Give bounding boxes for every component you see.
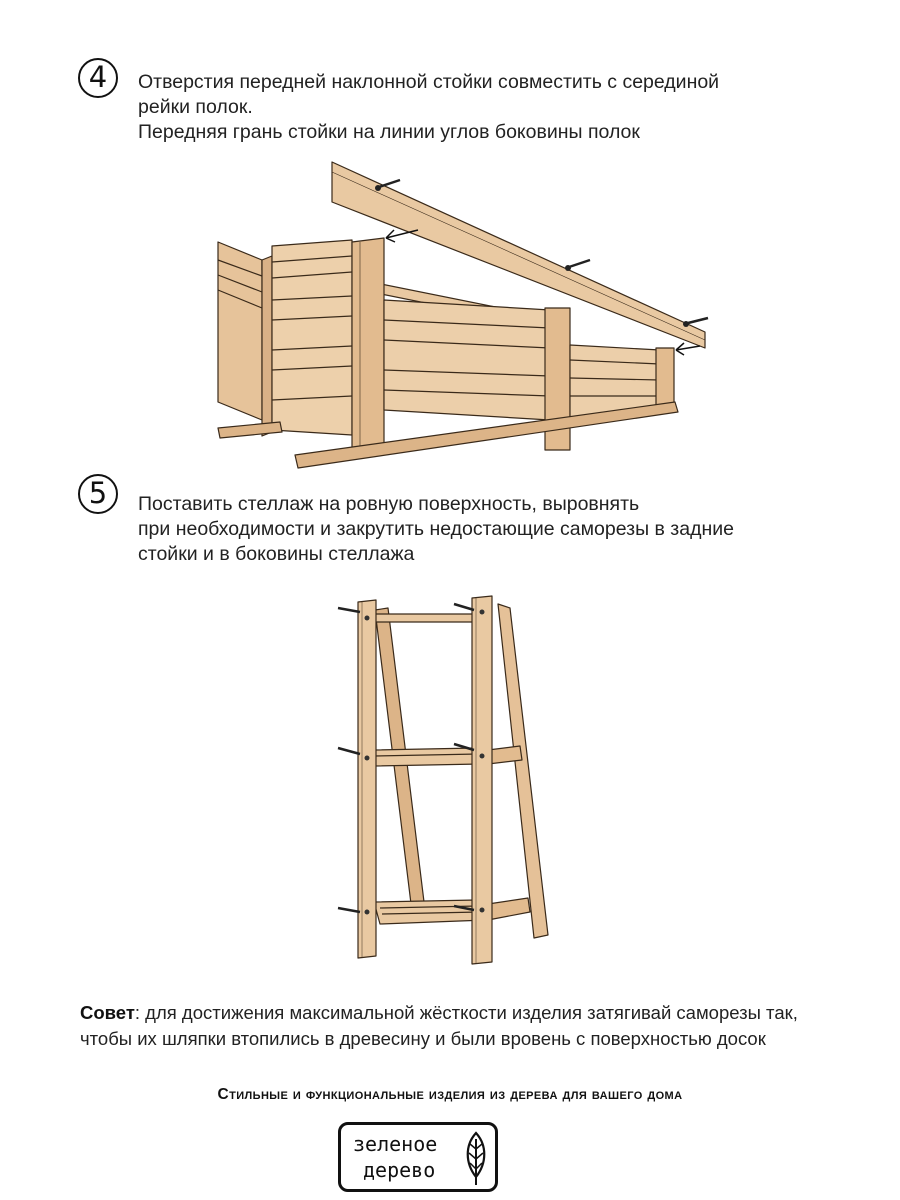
step-4-line-1: Отверстия передней наклонной стойки совместить с серединой [138, 71, 720, 93]
right-inclined-post [498, 604, 548, 938]
brand-slogan: Стильные и функциональные изделия из дерева для вашего дома [217, 1086, 683, 1103]
left-rear-post [262, 256, 272, 436]
step-5-line-3: стойки и в боковины стеллажа [138, 543, 415, 565]
screw-icon [338, 748, 360, 754]
logo-line-1: зеленое [353, 1132, 438, 1156]
step-5-number: 5 [78, 474, 118, 514]
step-4-illustration [200, 150, 730, 480]
middle-shelf-box [384, 300, 550, 420]
front-post-left [352, 238, 384, 454]
left-foot [218, 422, 282, 438]
step-5-illustration [330, 590, 560, 970]
step-5-line-2: при необходимости и закрутить недостающие саморезы в задние [138, 518, 734, 540]
leaf-icon [461, 1129, 491, 1187]
top-shelf [374, 614, 476, 622]
middle-shelf [374, 748, 480, 766]
tip-label: Совет [80, 1002, 135, 1023]
tip-text [80, 1000, 798, 1052]
left-side-panel [218, 242, 262, 420]
step-4-instructions [138, 70, 719, 145]
step-4-number: 4 [78, 58, 118, 98]
screw-icon [454, 604, 474, 610]
brand-logo [338, 1122, 498, 1192]
screw-icon [338, 608, 360, 612]
left-shelf-box [272, 240, 352, 435]
tip-line-1-text: : для достижения максимальной жёсткости изделия затягивай саморезы так, [134, 1002, 798, 1023]
step-4-line-2: рейки полок. [138, 96, 253, 118]
step-5-line-1: Поставить стеллаж на ровную поверхность, выровнять [138, 493, 640, 515]
tip-line-2: чтобы их шляпки втопились в древесину и были вровень с поверхностью досок [80, 1028, 766, 1049]
screw-icon [338, 908, 360, 912]
logo-line-2: дерево [363, 1158, 436, 1182]
alignment-arrow-icon [386, 230, 418, 242]
left-front-post [358, 600, 376, 958]
step-5-instructions [138, 492, 734, 567]
tip-line-1 [80, 1000, 798, 1026]
step-4-line-3: Передняя грань стойки на линии углов боковины полок [138, 121, 640, 143]
bottom-side-rail [488, 898, 530, 920]
